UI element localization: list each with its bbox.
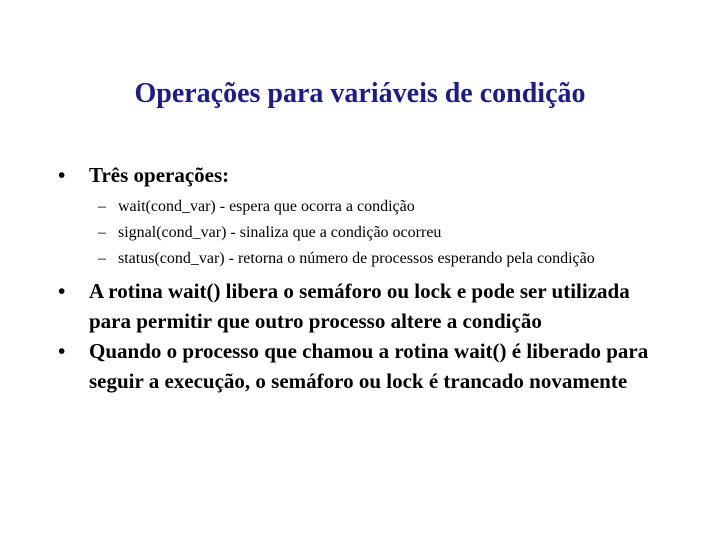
slide-title: Operações para variáveis de condição: [134, 78, 586, 109]
dash-marker: –: [98, 224, 106, 241]
bullet-item: [58, 336, 658, 396]
sub-bullet-list: [58, 194, 658, 272]
bullet-item: [58, 160, 658, 190]
dash-marker: –: [98, 250, 106, 267]
bullet-list: [58, 160, 658, 396]
bullet-item: [58, 276, 658, 336]
sub-bullet-text: wait(cond_var) - espera que ocorra a condição: [118, 198, 415, 215]
sub-bullet-text: signal(cond_var) - sinaliza que a condição ocorreu: [118, 224, 442, 241]
dash-marker: –: [98, 198, 106, 215]
bullet-marker: •: [58, 339, 66, 363]
sub-bullet-item: [58, 220, 658, 246]
bullet-text: Três operações:: [89, 163, 230, 187]
bullet-marker: •: [58, 279, 66, 303]
sub-bullet-text: status(cond_var) - retorna o número de processos esperando pela condição: [118, 250, 595, 267]
sub-bullet-item: [58, 194, 658, 220]
bullet-text: A rotina wait() libera o semáforo ou lock e pode ser utilizada para permitir que outro processo altere a condição: [89, 279, 630, 333]
bullet-marker: •: [58, 163, 66, 187]
bullet-text: Quando o processo que chamou a rotina wait() é liberado para seguir a execução, o semáforo ou lock é trancado novamente: [89, 339, 649, 393]
sub-bullet-item: [58, 246, 658, 272]
